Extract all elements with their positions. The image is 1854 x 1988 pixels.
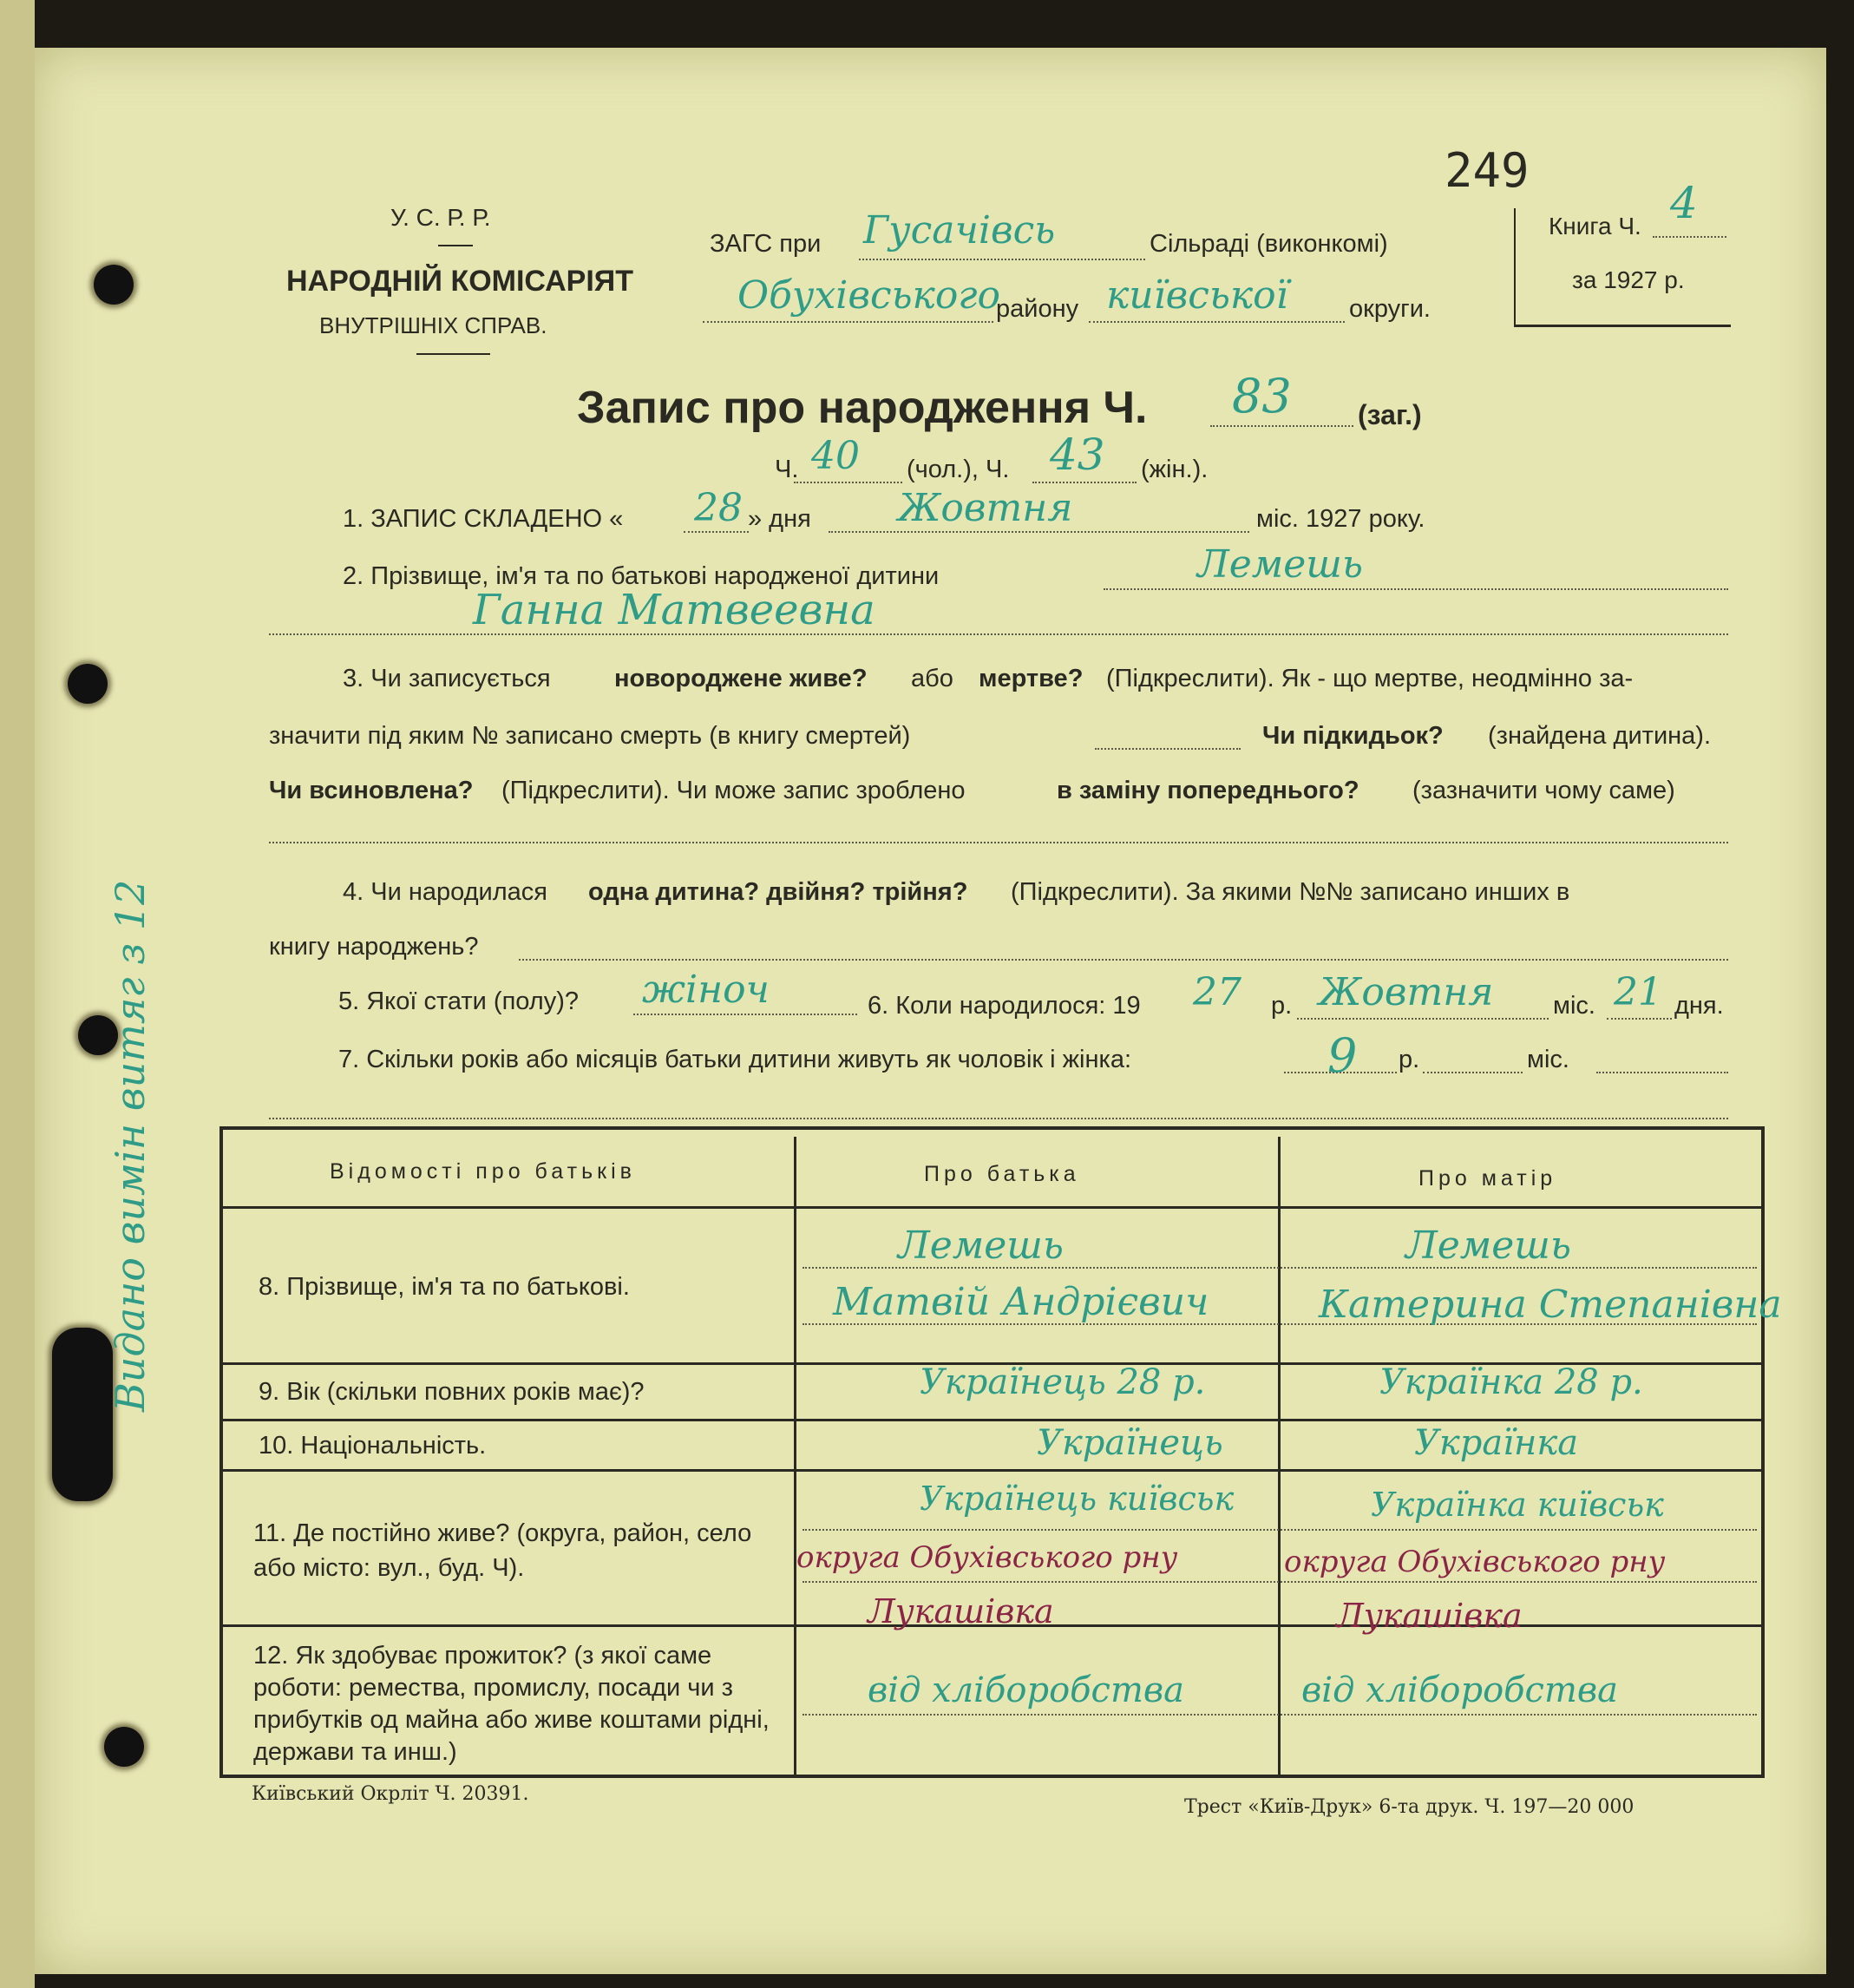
field-3-dead: мертве? <box>979 665 1084 692</box>
row-8-mother-1: Лемешь <box>1405 1224 1571 1268</box>
field-3-alive: новороджене живе? <box>614 665 868 692</box>
field-3-f: значити під яким № записано смерть (в книгу смертей) <box>269 722 911 750</box>
zags-prefix: ЗАГС при <box>710 230 822 258</box>
row-12-label: 12. Як здобуває прожиток? (з якої саме роботи: ремества, промислу, посади чи з прибутків од майна або живе коштами рідні, держави та инш.) <box>253 1642 770 1766</box>
field-1-day-label: » дня <box>748 505 811 533</box>
district-label: району <box>996 295 1079 323</box>
binding-hole <box>104 1727 144 1767</box>
table-row-divider <box>219 1469 1765 1472</box>
page-edge <box>0 0 35 1988</box>
male-prefix: Ч. <box>775 456 799 483</box>
okrug-value: київської <box>1106 273 1288 318</box>
field-1-year: міс. 1927 року. <box>1256 505 1425 533</box>
male-number: 40 <box>811 434 860 478</box>
record-number-line <box>1210 425 1353 427</box>
field-6-day-line <box>1607 1018 1672 1020</box>
divider <box>416 353 490 355</box>
field-6-dnia: дня. <box>1674 992 1724 1020</box>
row-11-mother-1: Українка київськ <box>1371 1486 1664 1524</box>
district-line <box>703 321 993 323</box>
binding-hole <box>68 664 108 704</box>
department-label: ВНУТРІШНІХ СПРАВ. <box>319 312 547 338</box>
book-number-line <box>1653 236 1726 238</box>
table-header-info: Відомості про батьків <box>330 1159 636 1184</box>
field-6-label: 6. Коли народилося: 19 <box>868 992 1141 1020</box>
female-number: 43 <box>1050 430 1105 480</box>
council-line <box>859 259 1145 260</box>
field-5-line <box>633 1014 857 1015</box>
table-top <box>219 1126 1765 1130</box>
book-number: 4 <box>1670 178 1698 228</box>
female-label: (жін.). <box>1141 456 1209 483</box>
male-label: (чол.), Ч. <box>907 456 1010 483</box>
commissariat-label: НАРОДНІЙ КОМІСАРІЯТ <box>286 265 633 298</box>
table-col-divider <box>1278 1137 1281 1775</box>
table-header-mother: Про матір <box>1418 1166 1557 1191</box>
field-3-e: (Підкреслити). Як - що мертве, неодмінно за- <box>1106 665 1634 692</box>
field-4-a: 4. Чи народилася <box>343 878 547 906</box>
field-1-day: 28 <box>694 486 743 530</box>
table-header-father: Про батька <box>924 1162 1080 1186</box>
record-number: 83 <box>1232 369 1292 423</box>
field-1-month: Жовтня <box>898 486 1073 530</box>
field-6-year: 27 <box>1193 970 1241 1014</box>
row-12-father: від хліборобства <box>868 1670 1185 1710</box>
divider <box>438 245 473 246</box>
field-4-c: (Підкреслити). За якими №№ записано инших в <box>1011 878 1570 906</box>
row-8-mother-2: Катерина Степанівна <box>1319 1283 1782 1327</box>
field-6-day: 21 <box>1614 970 1662 1014</box>
table-inner-line <box>803 1714 1757 1716</box>
field-7-label: 7. Скільки років або місяців батьки дитини живуть як чоловік і жінка: <box>338 1046 1132 1073</box>
female-number-line <box>1032 482 1137 483</box>
row-9-father: Українець 28 р. <box>920 1362 1206 1402</box>
table-row-divider <box>219 1419 1765 1421</box>
field-2-surname: Лемешь <box>1197 542 1363 587</box>
council-suffix: Сільраді (виконкомі) <box>1150 230 1388 258</box>
field-2-label: 2. Прізвище, ім'я та по батькові народженої дитини <box>343 562 940 590</box>
damage-hole <box>52 1328 113 1501</box>
male-number-line <box>794 482 902 483</box>
okrug-label: округи. <box>1349 295 1431 323</box>
district-value: Обухівського <box>737 273 1001 318</box>
row-11-mother-3: Лукашівка <box>1336 1597 1523 1635</box>
field-3-found: (знайдена дитина). <box>1488 722 1712 750</box>
row-9-label: 9. Вік (скільки повних років має)? <box>259 1378 645 1406</box>
ussr-label: У. С. Р. Р. <box>390 204 491 231</box>
row-8-father-1: Лемешь <box>898 1224 1064 1268</box>
field-3-or: або <box>911 665 953 692</box>
council-value: Гусачівсь <box>863 208 1056 253</box>
field-6-r: р. <box>1271 992 1293 1020</box>
field-7-line <box>1423 1072 1523 1073</box>
book-box-left <box>1514 208 1516 325</box>
row-8-father-2: Матвій Андрієвич <box>833 1280 1209 1324</box>
table-right <box>1761 1126 1765 1778</box>
row-8-label: 8. Прізвище, ім'я та по батькові. <box>259 1273 630 1301</box>
field-5-value: жіноч <box>642 968 770 1012</box>
table-inner-line <box>803 1529 1757 1531</box>
row-11-mother-2: округа Обухівського рну <box>1284 1545 1666 1579</box>
footer-right: Трест «Київ-Друк» 6-та друк. Ч. 197—20 000 <box>1184 1796 1635 1818</box>
field-7-mis: міс. <box>1527 1046 1569 1073</box>
field-2-line <box>1104 588 1728 590</box>
field-3-replacement: в заміну попереднього? <box>1057 777 1359 804</box>
field-3-a: 3. Чи записується <box>343 665 551 692</box>
field-4-line <box>519 959 1728 961</box>
row-11-father-3: Лукашівка <box>868 1592 1054 1630</box>
record-title: Запис про народження Ч. <box>577 383 1148 433</box>
field-3-adopted: Чи всиновлена? <box>269 777 474 804</box>
row-11-father-2: округа Обухівського рну <box>796 1540 1178 1575</box>
binding-hole <box>94 265 134 305</box>
row-10-mother: Українка <box>1414 1423 1579 1463</box>
field-7-r: р. <box>1399 1046 1420 1073</box>
footer-left: Київський Окрліт Ч. 20391. <box>252 1783 529 1805</box>
table-col-divider <box>794 1137 796 1775</box>
field-7-line-3 <box>269 1118 1728 1119</box>
field-2-name: Ганна Матвеевна <box>473 586 875 634</box>
field-1-label: 1. ЗАПИС СКЛАДЕНО « <box>343 505 624 533</box>
stamp-number: 249 <box>1445 143 1530 198</box>
row-11-father-1: Українець київськ <box>920 1480 1235 1518</box>
table-header-bottom <box>219 1206 1765 1209</box>
field-3-foundling: Чи підкидьок? <box>1262 722 1444 750</box>
field-7-line-2 <box>1596 1072 1728 1073</box>
row-11-label: 11. Де постійно живе? (округа, район, село або місто: вул., буд. Ч). <box>253 1519 752 1582</box>
field-7-years: 9 <box>1327 1028 1358 1083</box>
row-9-mother: Українка 28 р. <box>1379 1362 1643 1402</box>
book-year: за 1927 р. <box>1572 266 1685 293</box>
field-6-mis: міс. <box>1553 992 1595 1020</box>
row-12-mother: від хліборобства <box>1301 1670 1619 1710</box>
book-label: Книга Ч. <box>1549 213 1641 239</box>
table-left <box>219 1126 223 1778</box>
field-1-day-line <box>684 531 749 533</box>
field-6-month-line <box>1297 1018 1549 1020</box>
field-3-death-line <box>1095 748 1241 750</box>
field-3-l: (зазначити чому саме) <box>1412 777 1675 804</box>
field-3-line <box>269 842 1728 843</box>
field-4-options: одна дитина? двійня? трійня? <box>588 878 968 906</box>
field-6-month: Жовтня <box>1319 970 1494 1014</box>
margin-note: Видано вимін витяг з 12 <box>107 879 154 1412</box>
record-suffix: (заг.) <box>1358 399 1422 430</box>
field-1-month-line <box>829 531 1249 533</box>
field-4-d: книгу народжень? <box>269 933 479 961</box>
okrug-line <box>1089 321 1345 323</box>
table-inner-line <box>803 1581 1757 1583</box>
row-10-father: Українець <box>1037 1423 1223 1463</box>
table-bottom <box>219 1775 1765 1778</box>
field-3-j: (Підкреслити). Чи може запис зроблено <box>501 777 966 804</box>
row-10-label: 10. Національність. <box>259 1432 487 1460</box>
field-5-label: 5. Якої стати (полу)? <box>338 987 579 1015</box>
book-box-bottom <box>1514 325 1731 327</box>
